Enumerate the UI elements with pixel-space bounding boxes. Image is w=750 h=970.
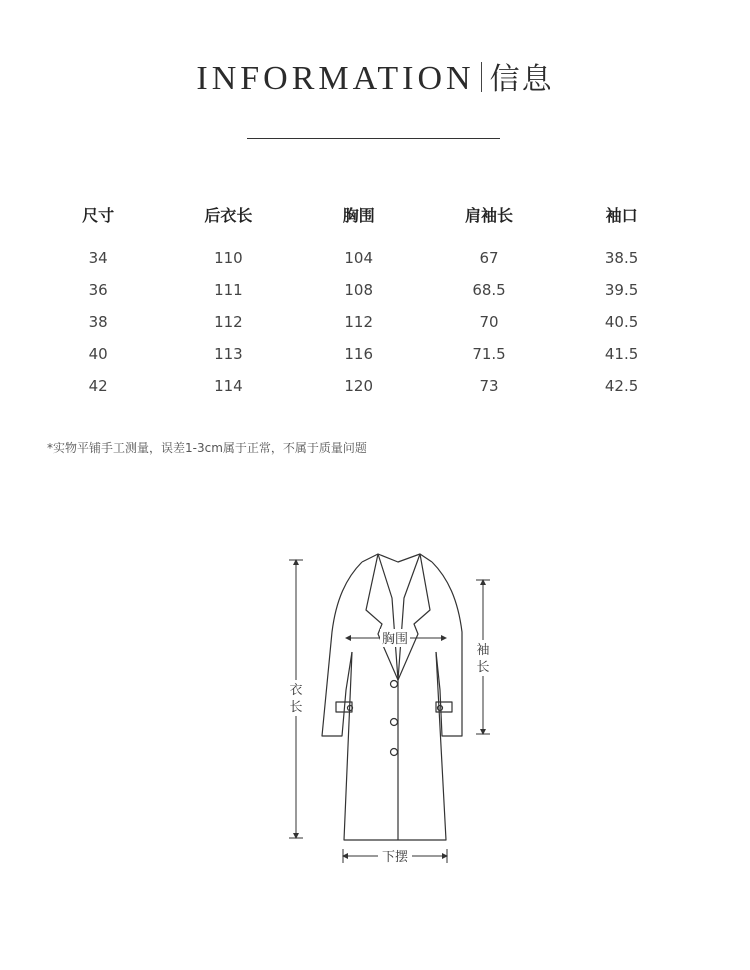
cell-cuff: 41.5 bbox=[604, 345, 639, 363]
length-label-1: 衣 bbox=[289, 683, 303, 698]
cell-chest: 112 bbox=[344, 313, 374, 331]
header-cuff: 袖口 bbox=[605, 205, 638, 225]
cell-size: 38 bbox=[88, 313, 108, 331]
cell-size: 40 bbox=[88, 345, 108, 363]
title-underline bbox=[247, 138, 500, 139]
sleeve-label-1: 袖 bbox=[476, 643, 490, 658]
cell-chest: 108 bbox=[344, 281, 374, 299]
cell-shoulder-sleeve: 70 bbox=[479, 313, 499, 331]
hem-label: 下摆 bbox=[381, 850, 409, 865]
table-row bbox=[46, 274, 676, 306]
title-chinese: 信息 bbox=[489, 62, 554, 97]
header-shoulder-sleeve: 肩袖长 bbox=[465, 205, 514, 225]
title-divider bbox=[481, 62, 482, 92]
cell-chest: 104 bbox=[344, 249, 374, 267]
cell-back-length: 113 bbox=[214, 345, 243, 363]
size-table bbox=[46, 196, 676, 402]
header-back-length: 后衣长 bbox=[204, 205, 253, 225]
size-table-header-row bbox=[46, 196, 676, 232]
cell-cuff: 42.5 bbox=[604, 377, 639, 395]
cell-back-length: 114 bbox=[214, 377, 243, 395]
cell-cuff: 40.5 bbox=[604, 313, 639, 331]
cell-size: 36 bbox=[88, 281, 108, 299]
table-row bbox=[46, 338, 676, 370]
table-row bbox=[46, 370, 676, 402]
cell-back-length: 112 bbox=[214, 313, 243, 331]
cell-back-length: 110 bbox=[214, 249, 243, 267]
measurement-note: *实物平铺手工测量，误差1-3cm属于正常，不属于质量问题 bbox=[47, 441, 367, 455]
title-english: INFORMATION bbox=[196, 60, 475, 97]
sleeve-label-2: 长 bbox=[476, 660, 490, 675]
header-size: 尺寸 bbox=[82, 205, 115, 225]
cell-shoulder-sleeve: 73 bbox=[479, 377, 499, 395]
cell-size: 42 bbox=[88, 377, 108, 395]
cell-shoulder-sleeve: 71.5 bbox=[472, 345, 506, 363]
cell-cuff: 39.5 bbox=[604, 281, 639, 299]
page-title bbox=[0, 54, 750, 98]
chest-label: 胸围 bbox=[381, 632, 409, 647]
length-label-2: 长 bbox=[289, 700, 303, 715]
table-row bbox=[46, 232, 676, 274]
cell-chest: 116 bbox=[344, 345, 374, 363]
coat-measurement-diagram bbox=[0, 540, 750, 880]
header-chest: 胸围 bbox=[342, 205, 375, 225]
coat-outline bbox=[322, 554, 462, 840]
cell-back-length: 111 bbox=[214, 281, 243, 299]
cell-shoulder-sleeve: 67 bbox=[479, 249, 499, 267]
cell-size: 34 bbox=[88, 249, 108, 267]
cell-shoulder-sleeve: 68.5 bbox=[472, 281, 506, 299]
cell-cuff: 38.5 bbox=[604, 249, 639, 267]
cell-chest: 120 bbox=[344, 377, 374, 395]
table-row bbox=[46, 306, 676, 338]
